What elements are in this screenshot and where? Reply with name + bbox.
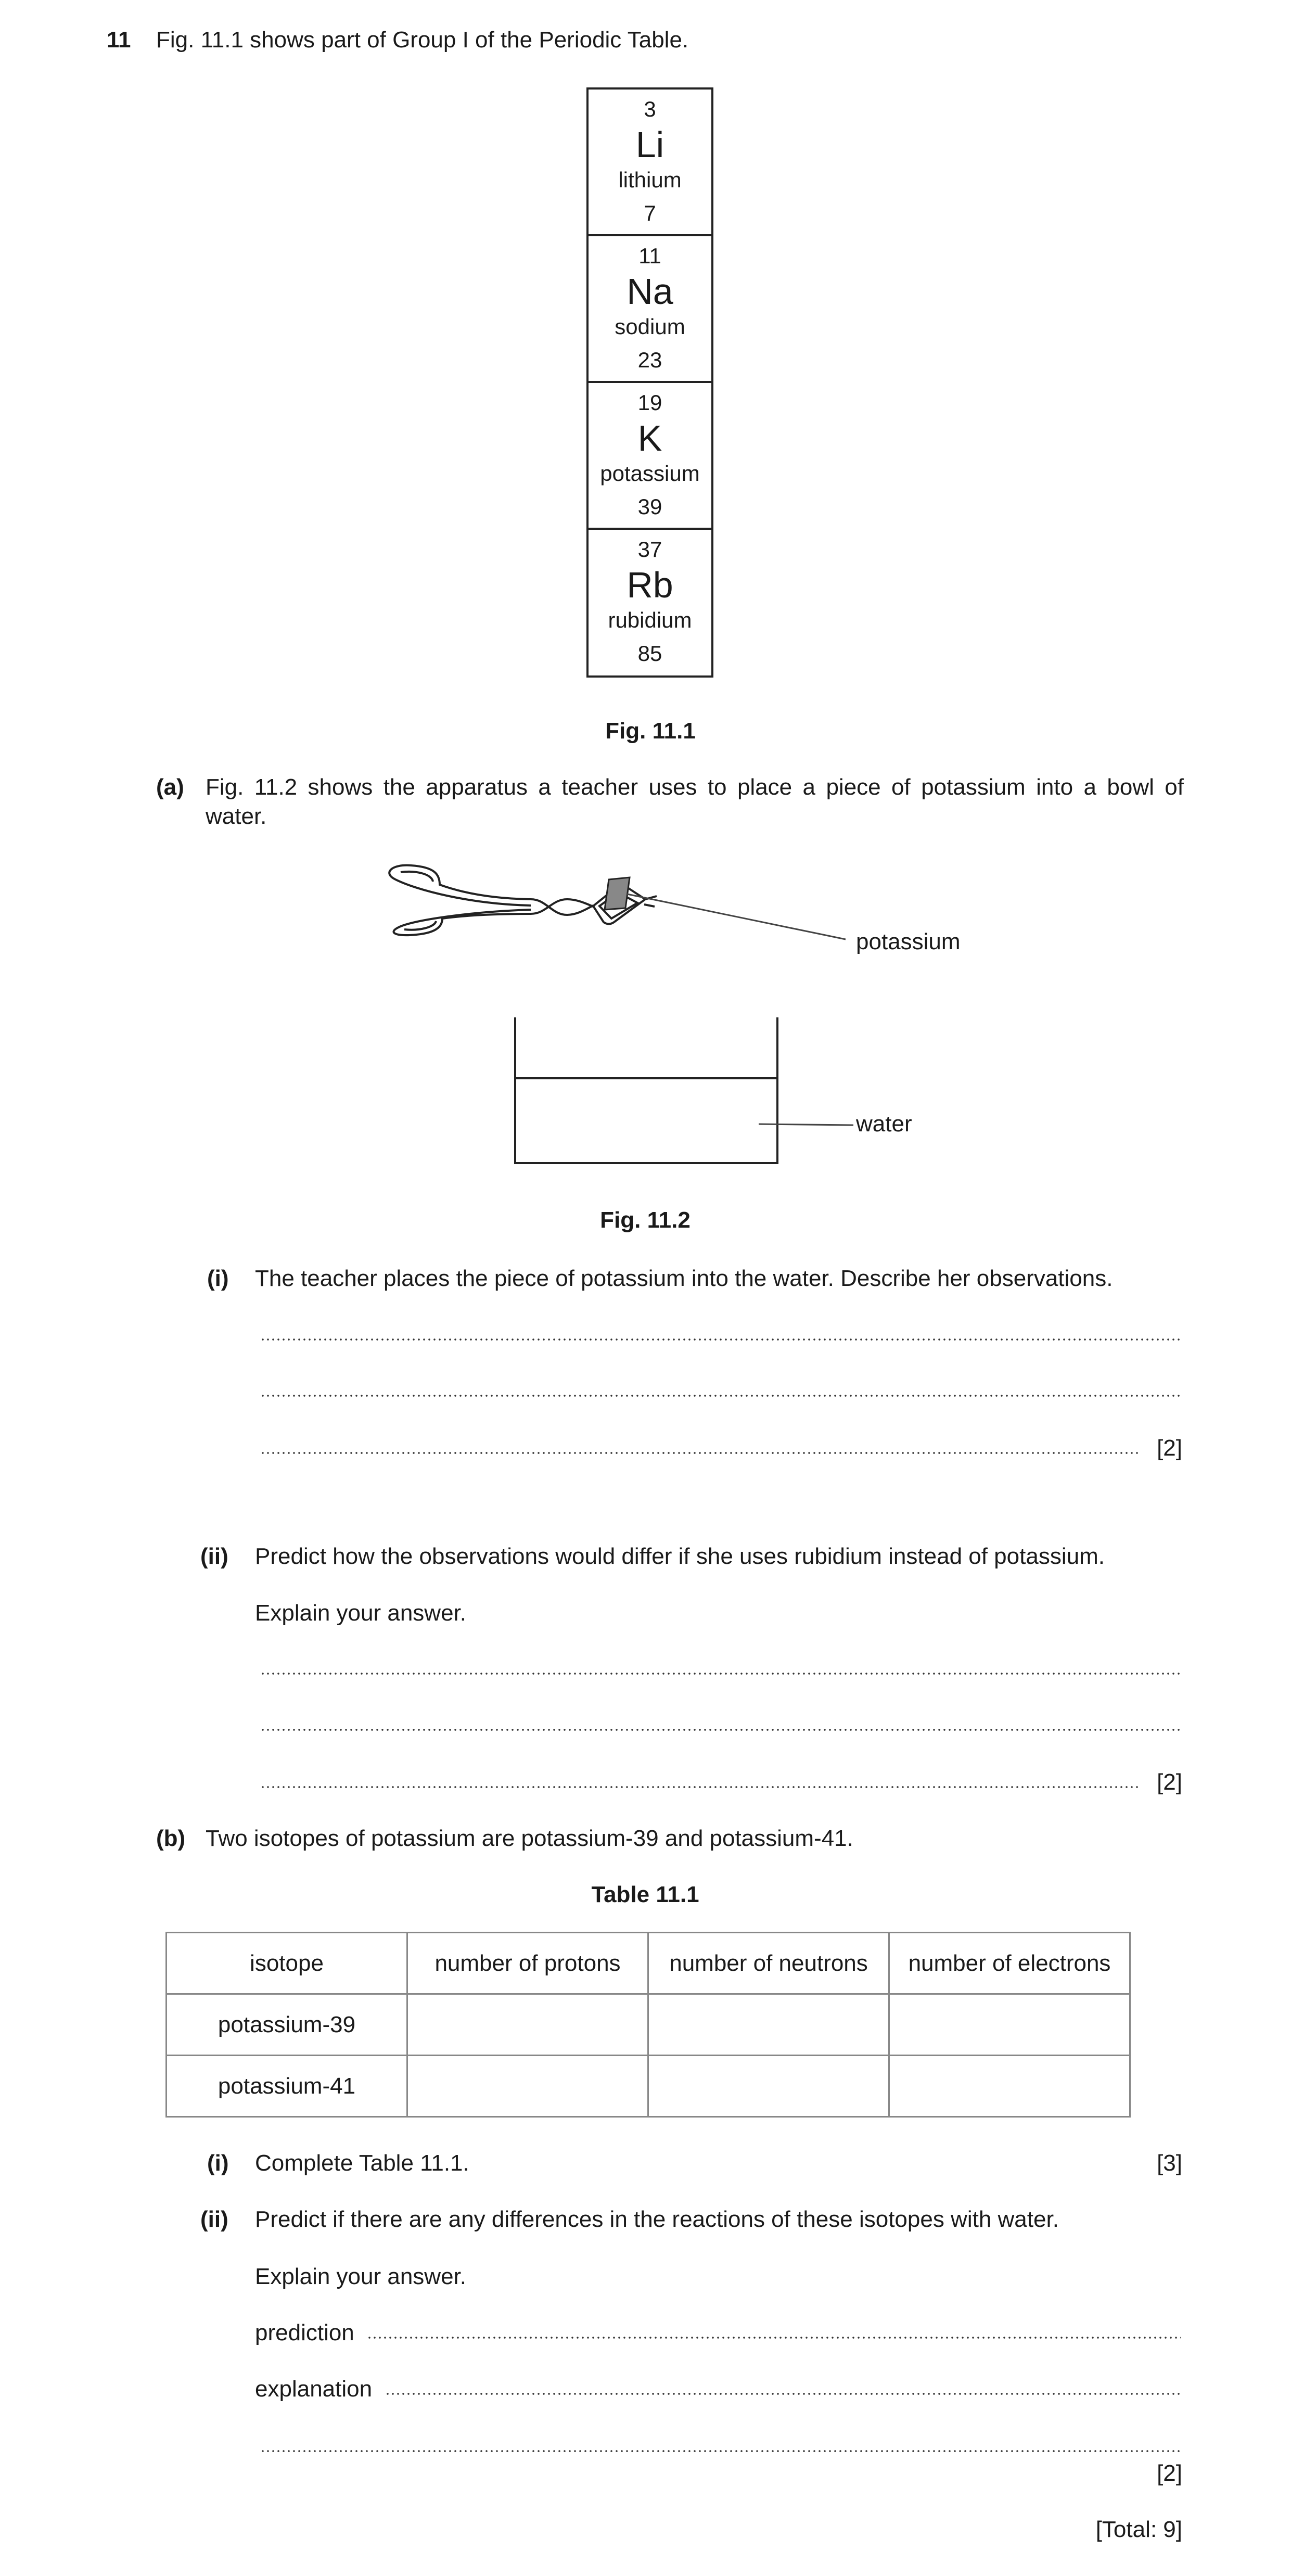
table-header: number of electrons bbox=[889, 1933, 1130, 1994]
element-symbol: Rb bbox=[627, 565, 673, 605]
subpart-label: (i) bbox=[207, 1266, 229, 1291]
label-water: water bbox=[856, 1111, 912, 1137]
relative-atomic-mass: 7 bbox=[644, 201, 656, 225]
marks: [3] bbox=[1157, 2150, 1182, 2176]
prediction-label: prediction bbox=[255, 2320, 354, 2345]
explanation-label: explanation bbox=[255, 2376, 373, 2402]
potassium-leader-line bbox=[627, 894, 846, 939]
relative-atomic-mass: 39 bbox=[637, 494, 662, 519]
answer-line[interactable] bbox=[260, 1452, 1141, 1454]
element-symbol: K bbox=[637, 418, 662, 458]
table-row bbox=[167, 2056, 1130, 2117]
element-symbol: Na bbox=[627, 271, 673, 312]
answer-cell-neutrons[interactable] bbox=[648, 1994, 889, 2056]
marks: [2] bbox=[1157, 2460, 1182, 2486]
question-text: Predict how the observations would differ if she uses rubidium instead of potassium. bbox=[255, 1544, 1105, 1569]
total-marks: [Total: 9] bbox=[1095, 2517, 1182, 2542]
label-potassium: potassium bbox=[856, 929, 961, 954]
part-a-text-continued: water. bbox=[206, 804, 267, 829]
answer-line[interactable] bbox=[260, 2450, 1181, 2452]
water-leader-line bbox=[759, 1124, 853, 1125]
atomic-number: 3 bbox=[644, 97, 656, 121]
part-a-text: Fig. 11.2 shows the apparatus a teacher uses to place a piece of potassium into a bowl of bbox=[206, 774, 1184, 800]
subpart-label: (ii) bbox=[200, 1544, 228, 1569]
part-label: (a) bbox=[156, 774, 184, 800]
table-row bbox=[167, 1994, 1130, 2056]
atomic-number: 19 bbox=[637, 390, 662, 415]
answer-cell-protons[interactable] bbox=[407, 2056, 648, 2117]
answer-cell-protons[interactable] bbox=[407, 1994, 648, 2056]
atomic-number: 37 bbox=[637, 537, 662, 562]
answer-cell-electrons[interactable] bbox=[889, 2056, 1130, 2117]
bowl-icon bbox=[515, 1017, 777, 1163]
explain-instruction: Explain your answer. bbox=[255, 2264, 466, 2289]
answer-line[interactable] bbox=[260, 1786, 1141, 1788]
answer-line[interactable] bbox=[260, 1395, 1181, 1397]
potassium-piece bbox=[605, 877, 630, 910]
question-text: The teacher places the piece of potassium into the water. Describe her observations. bbox=[255, 1266, 1113, 1291]
table-title: Table 11.1 bbox=[591, 1882, 699, 1907]
part-b-text: Two isotopes of potassium are potassium-39 and potassium-41. bbox=[206, 1826, 853, 1851]
answer-cell-neutrons[interactable] bbox=[648, 2056, 889, 2117]
marks: [2] bbox=[1157, 1769, 1182, 1795]
element-name: potassium bbox=[600, 461, 700, 486]
relative-atomic-mass: 85 bbox=[637, 641, 662, 666]
explanation-answer-line[interactable] bbox=[385, 2393, 1181, 2395]
isotope-table bbox=[165, 1932, 1131, 2118]
isotope-name: potassium-39 bbox=[167, 1994, 407, 2056]
figure-caption: Fig. 11.1 bbox=[605, 718, 696, 744]
prediction-answer-line[interactable] bbox=[367, 2337, 1181, 2339]
isotope-name: potassium-41 bbox=[167, 2056, 407, 2117]
question-number: 11 bbox=[107, 27, 131, 53]
subpart-label: (ii) bbox=[200, 2207, 228, 2232]
question-text: Complete Table 11.1. bbox=[255, 2150, 469, 2176]
element-name: rubidium bbox=[608, 608, 692, 632]
answer-line[interactable] bbox=[260, 1673, 1181, 1675]
answer-line[interactable] bbox=[260, 1729, 1181, 1731]
table-header-row bbox=[167, 1933, 1130, 1994]
element-symbol: Li bbox=[635, 124, 664, 165]
marks: [2] bbox=[1157, 1435, 1182, 1461]
relative-atomic-mass: 23 bbox=[637, 348, 662, 372]
element-name: sodium bbox=[615, 314, 685, 339]
subpart-label: (i) bbox=[207, 2150, 229, 2176]
table-header: number of protons bbox=[407, 1933, 648, 1994]
table-header: isotope bbox=[167, 1933, 407, 1994]
figure-caption: Fig. 11.2 bbox=[600, 1207, 691, 1233]
explain-instruction: Explain your answer. bbox=[255, 1600, 466, 1626]
apparatus-diagram bbox=[0, 0, 1291, 1197]
question-text: Predict if there are any differences in the reactions of these isotopes with water. bbox=[255, 2207, 1059, 2232]
answer-line[interactable] bbox=[260, 1338, 1181, 1341]
part-label: (b) bbox=[156, 1826, 186, 1851]
table-header: number of neutrons bbox=[648, 1933, 889, 1994]
element-name: lithium bbox=[618, 168, 682, 192]
atomic-number: 11 bbox=[638, 244, 661, 268]
answer-cell-electrons[interactable] bbox=[889, 1994, 1130, 2056]
question-intro: Fig. 11.1 shows part of Group I of the Periodic Table. bbox=[156, 27, 689, 53]
